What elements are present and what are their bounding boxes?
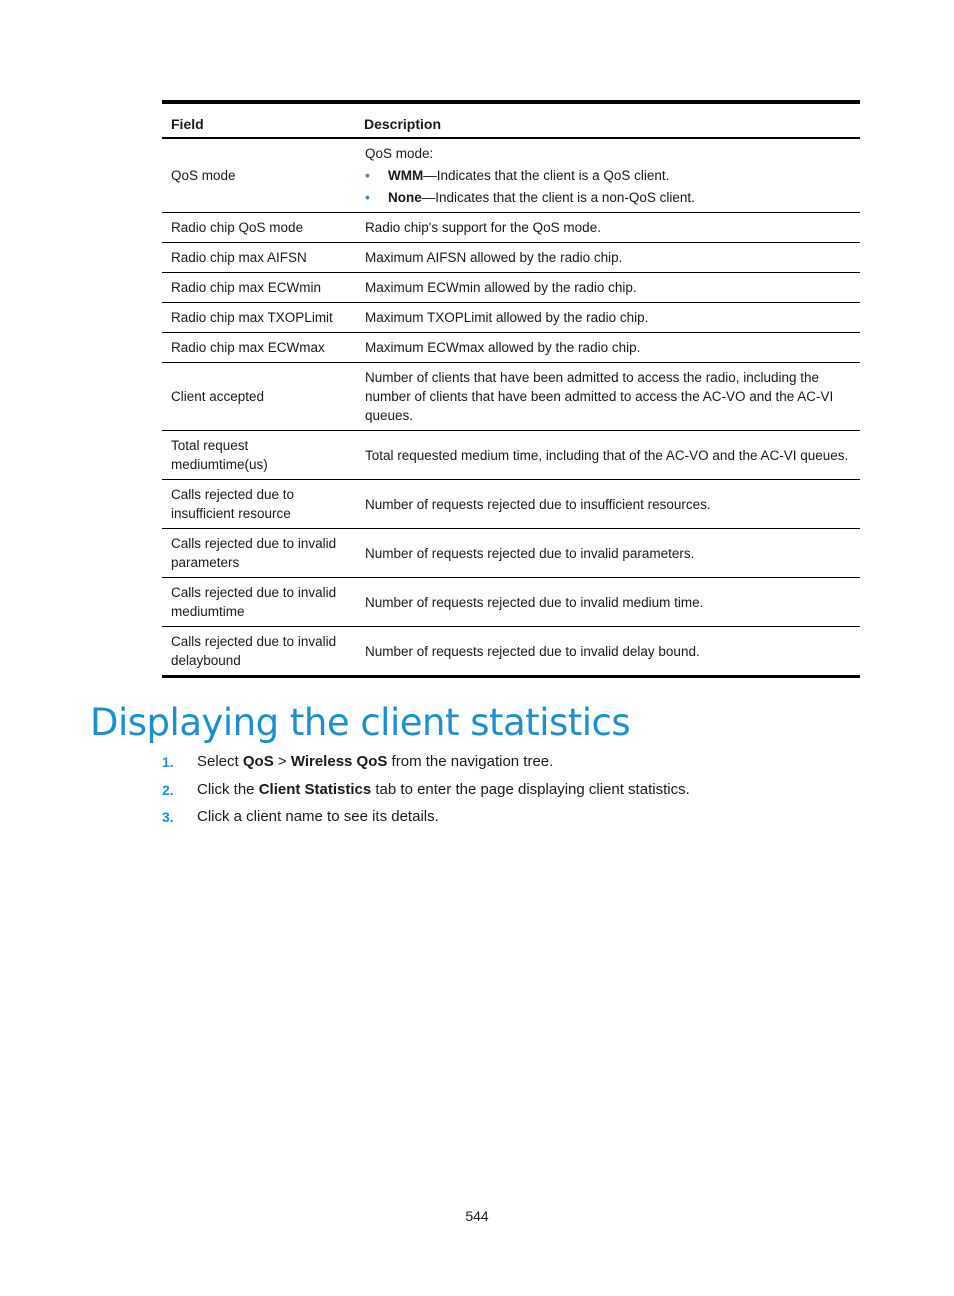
field-cell: QoS mode	[162, 138, 355, 213]
table-row	[162, 431, 860, 480]
description-text: Number of requests rejected due to invalid delay bound.	[365, 643, 700, 659]
field-cell: Calls rejected due to invalid delaybound	[162, 627, 355, 677]
description-text: Number of requests rejected due to invalid parameters.	[365, 545, 695, 561]
description-cell	[355, 578, 860, 627]
step-text	[197, 780, 690, 808]
section-title: Displaying the client statistics	[90, 701, 631, 744]
step-ui-term: Wireless QoS	[290, 753, 388, 770]
description-cell	[355, 431, 860, 480]
description-text: Number of clients that have been admitted to access the radio, including the number of clients that have been admitted to access the AC-VO and the AC-VI queues.	[365, 370, 834, 423]
step-text-part: Select	[197, 753, 243, 770]
step-item	[162, 752, 690, 780]
table-row	[162, 627, 860, 677]
description-text: QoS mode:	[365, 146, 434, 161]
step-number: 2.	[162, 781, 174, 798]
field-cell: Calls rejected due to invalid mediumtime	[162, 578, 355, 627]
step-text-part: from the navigation tree.	[387, 753, 554, 770]
description-text: Maximum TXOPLimit allowed by the radio chip.	[365, 310, 649, 325]
description-text: Number of requests rejected due to insufficient resources.	[365, 496, 711, 512]
field-cell: Radio chip max ECWmax	[162, 333, 355, 363]
field-cell: Calls rejected due to insufficient resource	[162, 480, 355, 529]
field-cell: Radio chip max ECWmin	[162, 273, 355, 303]
bullet-icon: •	[365, 189, 370, 205]
description-text: Radio chip's support for the QoS mode.	[365, 220, 601, 235]
field-cell: Client accepted	[162, 363, 355, 431]
table-row	[162, 303, 860, 333]
bullet-term: WMM	[388, 168, 424, 183]
step-text-part: >	[273, 753, 291, 770]
step-number: 3.	[162, 809, 174, 825]
table-row	[162, 138, 860, 213]
table-row	[162, 213, 860, 243]
step-ui-term: Client Statistics	[258, 780, 372, 798]
page-number: 544	[465, 1208, 489, 1224]
description-text: Maximum ECWmax allowed by the radio chip.	[365, 340, 641, 355]
field-cell: Total request mediumtime(us)	[162, 431, 355, 480]
table-row	[162, 480, 860, 529]
description-text: Total requested medium time, including that of the AC-VO and the AC-VI queues.	[365, 447, 849, 463]
step-item	[162, 807, 690, 835]
description-cell	[355, 303, 860, 333]
step-text-part: Click a client name to see its details.	[197, 808, 439, 825]
description-text: Maximum AIFSN allowed by the radio chip.	[365, 250, 623, 265]
description-cell	[355, 213, 860, 243]
header-description: Description	[355, 102, 860, 138]
field-description-table	[162, 100, 860, 678]
field-cell: Radio chip max AIFSN	[162, 243, 355, 273]
bullet-item	[365, 166, 851, 185]
table-row	[162, 363, 860, 431]
step-text	[197, 752, 553, 780]
description-cell	[355, 243, 860, 273]
description-cell	[355, 627, 860, 677]
table-row	[162, 273, 860, 303]
step-item	[162, 780, 690, 808]
field-cell: Calls rejected due to invalid parameters	[162, 529, 355, 578]
description-text: Number of requests rejected due to invalid medium time.	[365, 594, 704, 610]
description-cell	[355, 138, 860, 213]
table-body	[162, 138, 860, 677]
step-list	[162, 752, 690, 835]
table-row	[162, 529, 860, 578]
bullet-icon: •	[365, 167, 370, 183]
header-field: Field	[162, 102, 355, 138]
bullet-text: —Indicates that the client is a non-QoS client.	[421, 190, 695, 205]
step-text	[197, 807, 439, 835]
step-text-part: tab to enter the page displaying client statistics.	[371, 780, 690, 798]
description-cell	[355, 480, 860, 529]
field-cell: Radio chip QoS mode	[162, 213, 355, 243]
table-row	[162, 578, 860, 627]
table-row	[162, 243, 860, 273]
description-cell	[355, 363, 860, 431]
bullet-term: None	[388, 190, 422, 205]
description-text: Maximum ECWmin allowed by the radio chip.	[365, 280, 637, 295]
step-number: 1.	[162, 754, 174, 770]
bullet-item	[365, 188, 851, 207]
step-text-part: Click the	[197, 780, 259, 798]
description-cell	[355, 529, 860, 578]
table-row	[162, 333, 860, 363]
description-cell	[355, 273, 860, 303]
table-header-row	[162, 102, 860, 138]
step-ui-term: QoS	[242, 753, 274, 770]
field-cell: Radio chip max TXOPLimit	[162, 303, 355, 333]
description-cell	[355, 333, 860, 363]
bullet-text: —Indicates that the client is a QoS client.	[423, 168, 670, 183]
